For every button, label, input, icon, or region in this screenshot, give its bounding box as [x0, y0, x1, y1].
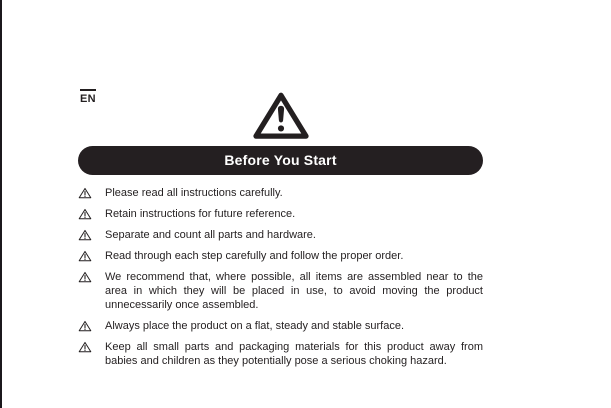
- warning-triangle-bullet-icon: [78, 187, 92, 199]
- list-item: [78, 207, 483, 221]
- warning-triangle-bullet-icon: [78, 229, 92, 241]
- warning-triangle-bullet-icon: [78, 320, 92, 332]
- list-item: [78, 228, 483, 242]
- section-banner: [78, 146, 483, 175]
- instruction-text: We recommend that, where possible, all items are assembled near to the area in which they will be placed in use, to avoid moving the product unnecessarily once assembled.: [105, 271, 483, 311]
- instruction-text: Retain instructions for future reference.: [105, 208, 296, 220]
- instruction-text: Keep all small parts and packaging materials for this product away from babies and children as they potentially pose a serious choking hazard.: [105, 341, 483, 367]
- warning-triangle-bullet-icon: [78, 208, 92, 220]
- list-item: [78, 270, 483, 312]
- list-item: [78, 319, 483, 333]
- list-item: [78, 340, 483, 368]
- warning-triangle-bullet-icon: [78, 271, 92, 283]
- warning-triangle-bullet-icon: [78, 341, 92, 353]
- page-left-edge-line: [0, 0, 2, 408]
- list-item: [78, 249, 483, 263]
- section-title: Before You Start: [224, 152, 337, 168]
- instruction-text: Separate and count all parts and hardware.: [105, 229, 316, 241]
- instruction-text: Always place the product on a flat, steady and stable surface.: [105, 320, 405, 332]
- warning-triangle-icon: [78, 91, 483, 145]
- warning-triangle-bullet-icon: [78, 250, 92, 262]
- language-label: EN: [80, 89, 96, 105]
- instruction-text: Read through each step carefully and follow the proper order.: [105, 250, 404, 262]
- instruction-text: Please read all instructions carefully.: [105, 187, 283, 199]
- list-item: [78, 186, 483, 200]
- instruction-list: [78, 186, 483, 375]
